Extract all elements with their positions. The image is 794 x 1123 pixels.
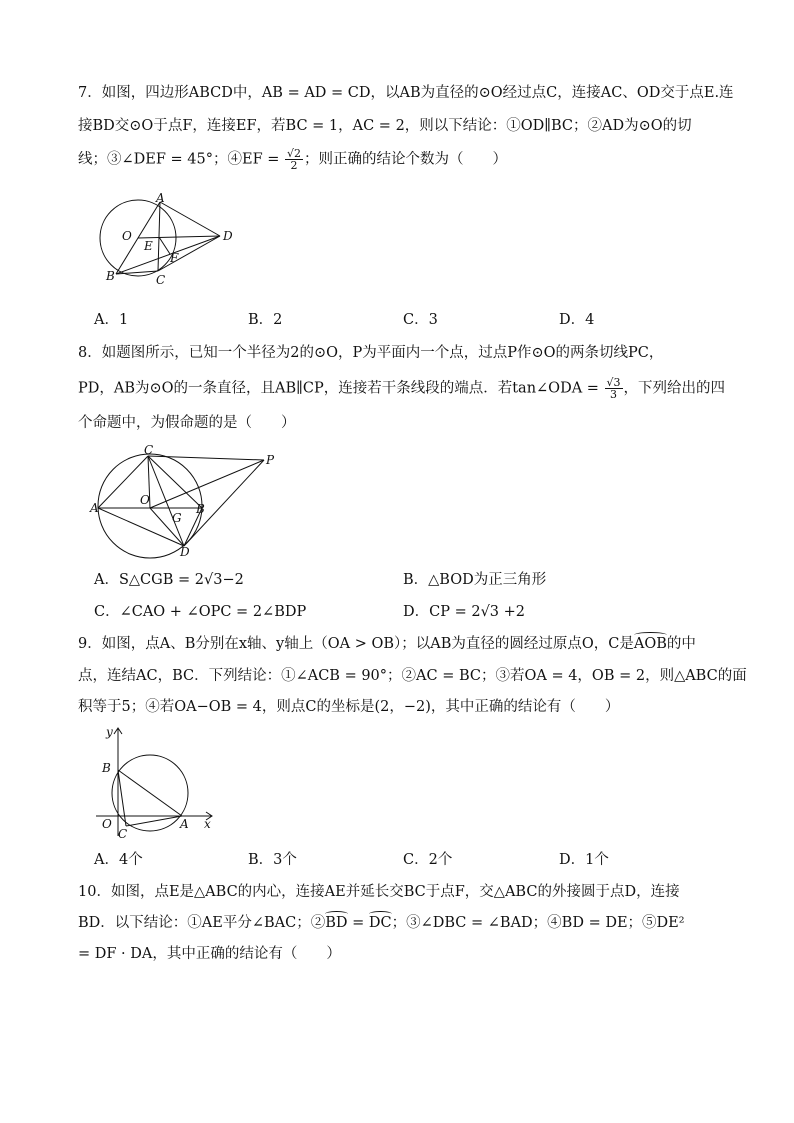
q8-line-3: 个命题中，为假命题的是（ ） xyxy=(78,415,296,431)
q9-option-c: C．2个 xyxy=(403,852,453,868)
q8-segment-cb xyxy=(148,456,202,508)
q8-fraction-denominator: 3 xyxy=(610,388,618,401)
q8-label-g: G xyxy=(172,511,182,525)
q9-arc-aob: AOB xyxy=(633,636,667,652)
q9-label-c: C xyxy=(118,827,128,841)
q7-line-2: 接BD交⊙O于点F，连接EF，若BC = 1，AC = 2，则以下结论：①OD∥BC；②AD为⊙O的切 xyxy=(78,118,692,134)
q8-label-a: A xyxy=(90,501,99,515)
q9-line-1-text-a: 9．如图，点A、B分别在x轴、y轴上（OA > OB）；以AB为直径的圆经过原点O，C是 xyxy=(78,636,634,652)
q7-fraction-numerator: √2 xyxy=(287,147,302,160)
q9-option-d: D．1个 xyxy=(559,852,609,868)
q8-option-a: A．S△CGB = 2√3−2 xyxy=(94,572,244,588)
q8-fraction-numerator: √3 xyxy=(606,376,621,389)
q8-line-2 xyxy=(78,377,725,400)
q9-label-y: y xyxy=(106,725,113,739)
q7-label-f: F xyxy=(170,251,179,265)
q7-option-a: A．1 xyxy=(94,312,129,328)
q7-label-b: B xyxy=(106,269,115,283)
q9-figure xyxy=(92,724,218,842)
q7-option-d: D．4 xyxy=(559,312,595,328)
q9-label-o: O xyxy=(102,817,112,831)
q9-line-1 xyxy=(78,634,696,654)
q7-fraction xyxy=(285,148,303,171)
q7-line-3-text-b: ；则正确的结论个数为（ ） xyxy=(304,151,508,168)
q8-label-d: D xyxy=(180,545,190,559)
q10-arc-bd: BD xyxy=(325,915,348,931)
q7-label-c: C xyxy=(156,273,166,287)
q8-figure xyxy=(88,444,278,560)
q7-option-c: C．3 xyxy=(403,312,438,328)
q7-segment-ad xyxy=(160,202,220,236)
q7-figure xyxy=(94,188,244,288)
q9-line-1-text-b: 的中 xyxy=(666,636,696,652)
q8-line-1: 8．如题图所示，已知一个半径为2的⊙O，P为平面内一个点，过点P作⊙O的两条切线PC， xyxy=(78,345,664,361)
q8-label-o: O xyxy=(140,493,150,507)
q9-option-a: A．4个 xyxy=(94,852,143,868)
q9-segment-bc xyxy=(118,770,126,826)
q8-line-2-text-a: PD，AB为⊙O的一条直径，且AB∥CP，连接若干条线段的端点．若tan∠ODA = xyxy=(78,380,604,397)
q10-line-2 xyxy=(78,913,685,933)
q7-segment-ef xyxy=(159,237,170,254)
q9-label-b: B xyxy=(102,761,111,775)
q10-line-3: = DF · DA，其中正确的结论有（ ） xyxy=(78,946,341,962)
q10-line-2-text-b: ；③∠DBC = ∠BAD；④BD = DE；⑤DE² xyxy=(391,915,685,931)
q7-line-3 xyxy=(78,148,507,171)
q9-line-3: 积等于5；④若OA−OB = 4，则点C的坐标是(2，−2)，其中正确的结论有（ ） xyxy=(78,699,620,715)
q8-option-d: D．CP = 2√3 +2 xyxy=(403,604,526,620)
q10-line-2-equals: = xyxy=(347,915,369,931)
q7-fraction-denominator: 2 xyxy=(290,159,298,172)
q9-option-b: B．3个 xyxy=(248,852,297,868)
q8-label-b: B xyxy=(196,502,205,516)
q10-line-2-text-a: BD．以下结论：①AE平分∠BAC；② xyxy=(78,915,326,931)
q10-line-1: 10．如图，点E是△ABC的内心，连接AE并延长交BC于点F，交△ABC的外接圆于点D，连接 xyxy=(78,884,680,900)
q8-label-c: C xyxy=(144,444,154,457)
q7-line-3-text-a: 线；③∠DEF = 45°；④EF = xyxy=(78,151,285,168)
q7-segment-cd xyxy=(158,236,220,271)
q7-line-1: 7．如图，四边形ABCD中，AB = AD = CD，以AB为直径的⊙O经过点C，连接AC、OD交于点E.连 xyxy=(78,85,734,101)
q9-label-x: x xyxy=(204,817,211,831)
q7-label-o: O xyxy=(122,229,132,243)
q7-option-b: B．2 xyxy=(248,312,283,328)
q8-option-b: B．△BOD为正三角形 xyxy=(403,572,547,588)
q9-line-2: 点，连结AC，BC．下列结论：①∠ACB = 90°；②AC = BC；③若OA = 4，OB = 2，则△ABC的面 xyxy=(78,668,747,684)
q7-label-d: D xyxy=(223,229,233,243)
q9-label-a: A xyxy=(180,817,189,831)
q8-segment-op xyxy=(150,460,264,508)
q9-segment-ac xyxy=(126,816,182,826)
q7-label-a: A xyxy=(156,191,165,205)
q7-label-e: E xyxy=(144,239,153,253)
q7-segment-od xyxy=(138,236,220,238)
q8-fraction xyxy=(605,377,623,400)
q10-arc-dc: DC xyxy=(368,915,392,931)
q8-line-2-text-b: ，下列给出的四 xyxy=(623,380,726,397)
q9-segment-ab xyxy=(118,770,182,816)
q7-segment-ac xyxy=(158,202,160,271)
q8-option-c: C．∠CAO + ∠OPC = 2∠BDP xyxy=(94,604,307,620)
q8-label-p: P xyxy=(266,453,275,467)
q8-tangent-pc xyxy=(148,456,264,460)
